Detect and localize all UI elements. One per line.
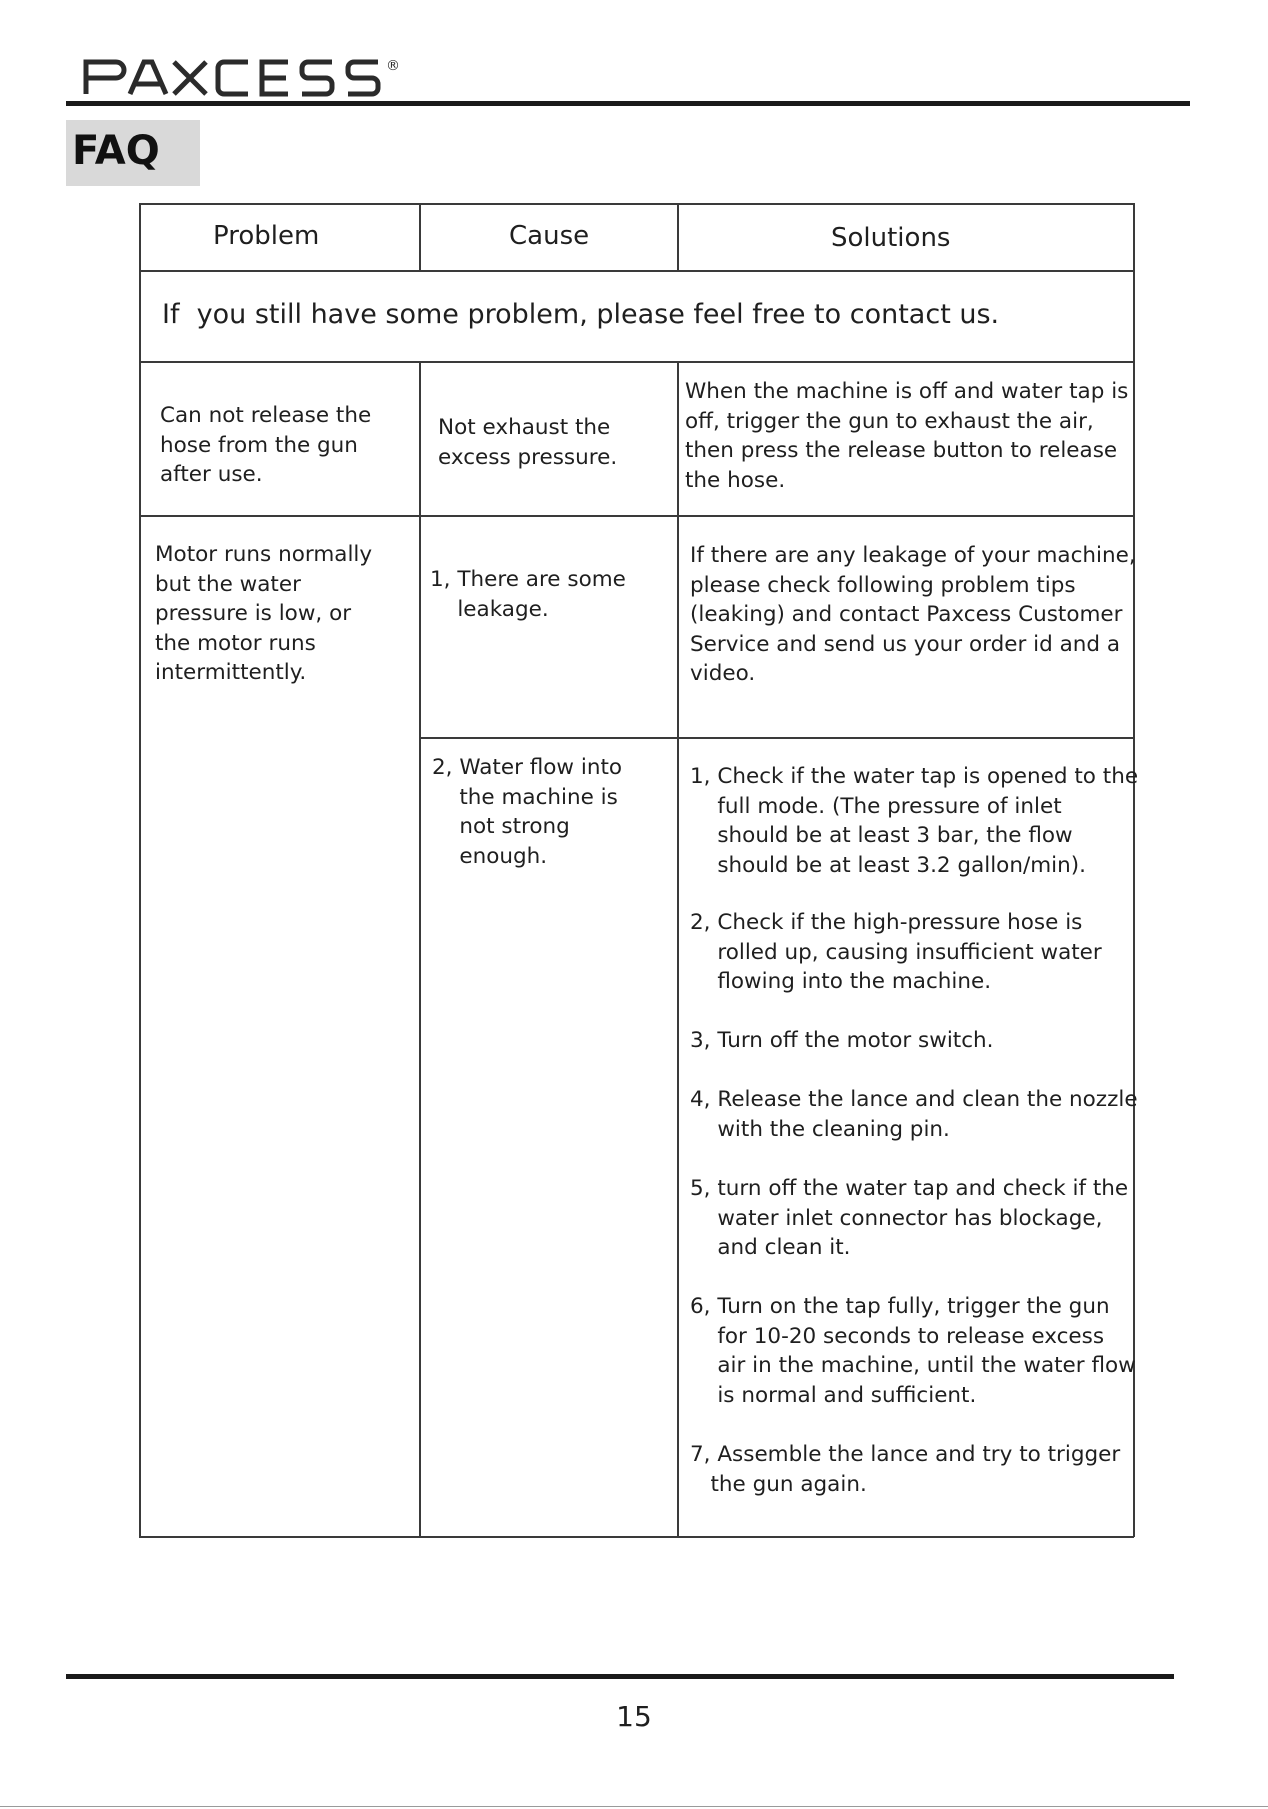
row1-divider <box>139 515 1134 517</box>
contact-note: If you still have some problem, please feel free to contact us. <box>162 299 1000 330</box>
solution-step-3: 3, Turn off the motor switch. <box>690 1028 994 1053</box>
paxcess-logo-mark <box>82 52 412 100</box>
brand-logo <box>82 52 412 102</box>
row1-problem: Can not release the hose from the gun after use. <box>160 403 372 487</box>
col-divider-2-header <box>677 203 679 271</box>
solution-step-7: 7, Assemble the lance and try to trigger the gun again. <box>690 1442 1121 1497</box>
header-rule <box>66 101 1190 106</box>
row2-problem: Motor runs normally but the water pressure is low, or the motor runs intermittently. <box>155 542 373 685</box>
solution-step-5: 5, turn off the water tap and check if the water inlet connector has blockage, and clean it. <box>690 1176 1129 1260</box>
col-divider-1-header <box>419 203 421 271</box>
page-number: 15 <box>616 1700 652 1733</box>
row2-sub-divider <box>419 737 1134 739</box>
row2-cause-1: 1, There are some leakage. <box>430 567 626 622</box>
section-title-badge <box>66 120 200 186</box>
page-edge-line <box>0 1806 1268 1807</box>
header-row-divider <box>139 270 1134 272</box>
table-border-left <box>139 203 141 1537</box>
col-divider-1-body <box>419 361 421 1537</box>
row2-cause-2: 2, Water flow into the machine is not strong enough. <box>432 755 623 869</box>
table-border-bottom <box>139 1536 1134 1538</box>
registered-mark: ® <box>386 58 400 74</box>
section-title: FAQ <box>72 128 160 174</box>
header-problem: Problem <box>213 221 320 251</box>
row2-solution-1: If there are any leakage of your machine, please check following problem tips (leaking) and contact Paxcess Customer Service and send us your order id and a video. <box>690 543 1136 686</box>
row1-solution: When the machine is off and water tap is off, trigger the gun to exhaust the air, then press the release button to release the hose. <box>685 379 1129 493</box>
col-divider-2-body <box>677 361 679 1537</box>
table-border-top <box>139 203 1134 205</box>
contact-row-divider <box>139 361 1134 363</box>
header-cause: Cause <box>509 221 590 251</box>
solution-step-6: 6, Turn on the tap fully, trigger the gun for 10-20 seconds to release excess air in the machine, until the water flow is normal and sufficient. <box>690 1294 1136 1408</box>
header-solutions: Solutions <box>831 223 951 253</box>
solution-step-1: 1, Check if the water tap is opened to the full mode. (The pressure of inlet should be at least 3 bar, the flow should be at least 3.2 gallon/min). <box>690 764 1139 878</box>
row1-cause: Not exhaust the excess pressure. <box>438 415 618 470</box>
footer-rule <box>66 1674 1174 1679</box>
solution-step-4: 4, Release the lance and clean the nozzle with the cleaning pin. <box>690 1087 1138 1142</box>
solution-step-2: 2, Check if the high-pressure hose is rolled up, causing insufficient water flowing into the machine. <box>690 910 1102 994</box>
